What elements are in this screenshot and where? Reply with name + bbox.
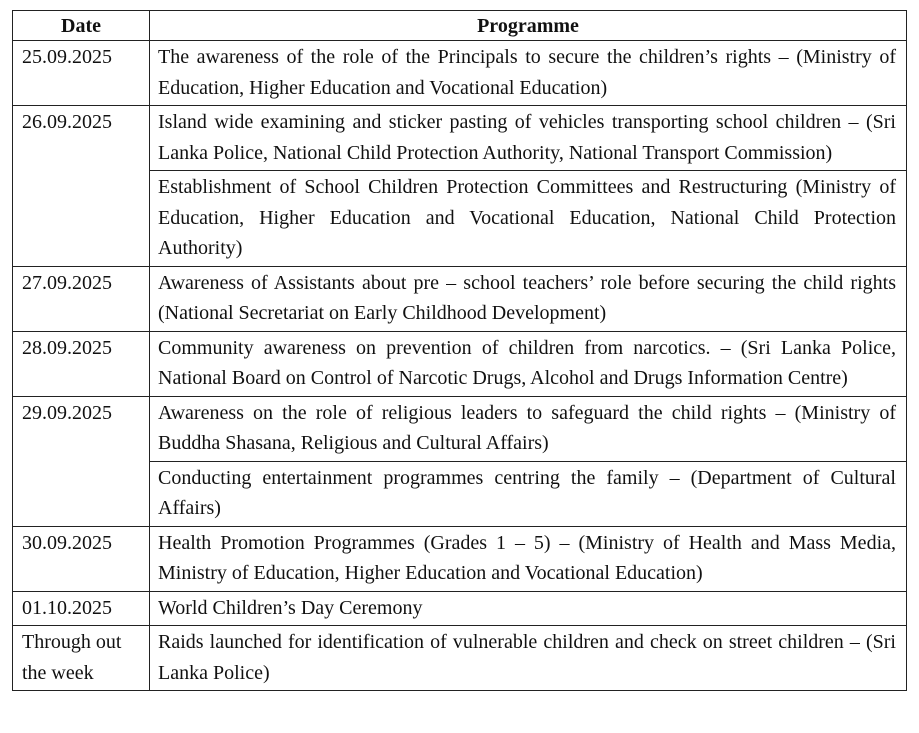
programme-cell: Conducting entertainment programmes centring the family – (Department of Cultural Affairs) <box>150 461 907 526</box>
programme-cell: Health Promotion Programmes (Grades 1 – 5) – (Ministry of Health and Mass Media, Ministry of Education, Higher Education and Vocational Education) <box>150 526 907 591</box>
date-column-header: Date <box>13 11 150 41</box>
table-row <box>13 106 907 171</box>
table-row <box>13 331 907 396</box>
date-cell: 30.09.2025 <box>13 526 150 591</box>
programme-cell: Awareness on the role of religious leaders to safeguard the child rights – (Ministry of Buddha Shasana, Religious and Cultural Affairs) <box>150 396 907 461</box>
date-cell: 01.10.2025 <box>13 591 150 626</box>
programme-cell: World Children’s Day Ceremony <box>150 591 907 626</box>
table-row <box>13 266 907 331</box>
table-header-row <box>13 11 907 41</box>
programme-cell: Establishment of School Children Protection Committees and Restructuring (Ministry of Education, Higher Education and Vocational Education, National Child Protection Authority) <box>150 171 907 267</box>
programme-cell: Community awareness on prevention of children from narcotics. – (Sri Lanka Police, National Board on Control of Narcotic Drugs, Alcohol and Drugs Information Centre) <box>150 331 907 396</box>
date-cell: 26.09.2025 <box>13 106 150 267</box>
date-cell: Through out the week <box>13 626 150 691</box>
table-row <box>13 396 907 461</box>
programme-schedule-table <box>12 10 907 691</box>
programme-cell: Island wide examining and sticker pasting of vehicles transporting school children – (Sri Lanka Police, National Child Protection Authority, National Transport Commission) <box>150 106 907 171</box>
date-cell: 25.09.2025 <box>13 41 150 106</box>
date-cell: 29.09.2025 <box>13 396 150 526</box>
programme-cell: Raids launched for identification of vulnerable children and check on street children – (Sri Lanka Police) <box>150 626 907 691</box>
date-cell: 28.09.2025 <box>13 331 150 396</box>
programme-column-header: Programme <box>150 11 907 41</box>
table-row <box>13 526 907 591</box>
table-row <box>13 626 907 691</box>
programme-cell: The awareness of the role of the Principals to secure the children’s rights – (Ministry of Education, Higher Education and Vocational Education) <box>150 41 907 106</box>
table-row <box>13 41 907 106</box>
programme-cell: Awareness of Assistants about pre – school teachers’ role before securing the child rights (National Secretariat on Early Childhood Development) <box>150 266 907 331</box>
table-row <box>13 591 907 626</box>
date-cell: 27.09.2025 <box>13 266 150 331</box>
